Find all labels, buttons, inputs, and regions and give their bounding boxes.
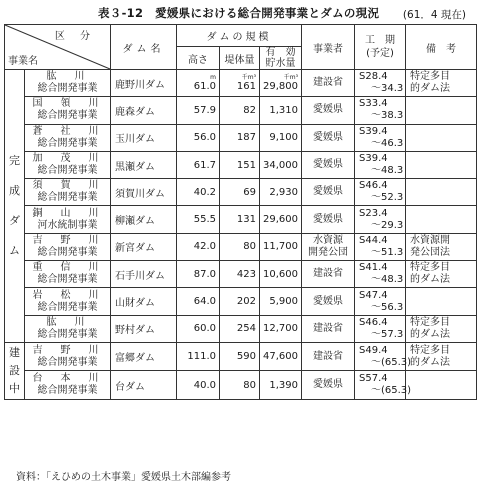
height-cell	[177, 97, 220, 124]
operator-value: 建設省	[313, 350, 343, 362]
project-type: 総合開発事業	[37, 356, 98, 368]
height-value: 64.0	[193, 296, 216, 308]
notes-line2: 的ダム法	[410, 328, 450, 340]
group-label-char: 完	[9, 153, 20, 167]
operator-value: 愛媛県	[313, 379, 343, 391]
project-name-cell	[25, 233, 111, 260]
notes-line2: 的ダム法	[410, 274, 450, 286]
volume-value: 131	[236, 214, 256, 226]
notes-cell	[406, 261, 477, 288]
table-body	[5, 70, 477, 400]
header-schedule	[355, 25, 406, 70]
storage-cell	[260, 288, 302, 315]
height-cell	[177, 315, 220, 342]
project-name-cell	[25, 206, 111, 233]
schedule-start: S39.4	[359, 153, 388, 165]
storage-cell	[260, 206, 302, 233]
operator-cell	[302, 342, 355, 371]
storage-cell	[260, 315, 302, 342]
table-row	[5, 342, 477, 371]
operator-value: 建設省	[313, 322, 343, 334]
schedule-end: ～29.3	[371, 219, 404, 231]
notes-line2: 的ダム法	[410, 83, 450, 95]
project-type: 総合開発事業	[37, 246, 98, 258]
dam-name-cell	[111, 124, 177, 151]
operator-cell	[302, 124, 355, 151]
volume-cell	[220, 288, 260, 315]
operator-value: 水資源 開発公団	[308, 234, 348, 258]
dam-name-cell	[111, 179, 177, 206]
storage-value: 10,600	[263, 268, 298, 280]
dam-name: 柳瀬ダム	[115, 216, 155, 228]
storage-cell	[260, 261, 302, 288]
volume-value: 202	[236, 296, 256, 308]
height-cell	[177, 233, 220, 260]
storage-value: 12,700	[263, 323, 298, 335]
volume-value: 80	[243, 241, 256, 253]
notes-cell	[406, 124, 477, 151]
header-schedule-line1: 工 期	[365, 35, 395, 46]
storage-cell	[260, 342, 302, 371]
schedule-cell	[355, 315, 406, 342]
operator-value: 愛媛県	[313, 159, 343, 171]
project-river: 岩 松 川	[32, 289, 103, 301]
volume-cell	[220, 342, 260, 371]
schedule-cell	[355, 261, 406, 288]
group-label-completed	[5, 70, 25, 343]
operator-cell	[302, 261, 355, 288]
table-row	[5, 288, 477, 315]
volume-value: 161	[236, 81, 256, 93]
notes-line2: 発公団法	[410, 246, 450, 258]
project-type: 総合開発事業	[37, 165, 98, 177]
header-notes: 備 考	[406, 25, 477, 70]
schedule-start: S28.4	[359, 71, 388, 83]
dam-name-cell	[111, 371, 177, 400]
project-river: 須 賀 川	[32, 180, 103, 192]
storage-cell	[260, 70, 302, 97]
volume-cell	[220, 261, 260, 288]
storage-cell	[260, 233, 302, 260]
operator-value: 愛媛県	[313, 295, 343, 307]
operator-cell	[302, 288, 355, 315]
volume-value: 187	[236, 132, 256, 144]
height-value: 87.0	[193, 268, 216, 280]
notes-cell	[406, 151, 477, 178]
title-row	[0, 5, 480, 21]
dam-name-cell	[111, 315, 177, 342]
storage-value: 29,800	[263, 81, 298, 93]
dam-name-cell	[111, 151, 177, 178]
operator-value: 愛媛県	[313, 213, 343, 225]
schedule-end: ～46.3	[371, 137, 404, 149]
height-value: 42.0	[193, 241, 216, 253]
project-river: 吉 野 川	[32, 344, 103, 356]
storage-value: 11,700	[263, 241, 298, 253]
schedule-start: S44.4	[359, 234, 388, 246]
schedule-start: S23.4	[359, 207, 388, 219]
schedule-end: ～51.3	[371, 246, 404, 258]
dam-name: 野村ダム	[115, 325, 155, 337]
operator-value: 建設省	[313, 268, 343, 280]
group-label-char: 中	[9, 381, 20, 395]
volume-cell	[220, 97, 260, 124]
table-row	[5, 124, 477, 151]
group-label-char: 成	[9, 183, 20, 197]
dam-name-cell	[111, 233, 177, 260]
storage-value: 1,310	[269, 104, 298, 116]
dam-name: 玉川ダム	[115, 134, 155, 146]
operator-value: 建設省	[313, 77, 343, 89]
schedule-end: ～(65.3)	[371, 356, 412, 368]
operator-cell	[302, 206, 355, 233]
header-project-name: 事業名	[8, 56, 38, 67]
volume-value: 80	[243, 379, 256, 391]
project-name-cell	[25, 179, 111, 206]
table-row	[5, 315, 477, 342]
project-name-cell	[25, 371, 111, 400]
dam-name-cell	[111, 70, 177, 97]
storage-cell	[260, 371, 302, 400]
schedule-end: ～57.3	[371, 328, 404, 340]
dam-name: 台ダム	[115, 381, 145, 393]
volume-value: 423	[236, 268, 256, 280]
dam-name: 山財ダム	[115, 298, 155, 310]
volume-cell	[220, 371, 260, 400]
schedule-cell	[355, 233, 406, 260]
table-row	[5, 97, 477, 124]
volume-cell	[220, 124, 260, 151]
volume-value: 82	[243, 104, 256, 116]
project-type: 河水統制事業	[37, 219, 98, 231]
dam-name: 鹿森ダム	[115, 106, 155, 118]
operator-value: 愛媛県	[313, 186, 343, 198]
dam-name-cell	[111, 342, 177, 371]
schedule-start: S39.4	[359, 125, 388, 137]
schedule-cell	[355, 206, 406, 233]
schedule-end: ～38.3	[371, 110, 404, 122]
project-river: 肱 川	[46, 316, 89, 328]
height-value: 57.9	[193, 104, 216, 116]
dam-name: 石手川ダム	[115, 270, 165, 282]
header-category: 区 分	[54, 31, 96, 42]
height-cell	[177, 124, 220, 151]
header-volume: 堤体量	[220, 47, 260, 70]
volume-cell	[220, 233, 260, 260]
operator-cell	[302, 151, 355, 178]
notes-line1: 水資源開	[410, 234, 450, 246]
storage-value: 34,000	[263, 159, 298, 171]
notes-cell	[406, 233, 477, 260]
operator-cell	[302, 233, 355, 260]
header-storage-line1: 有 効	[265, 47, 296, 58]
dam-name: 富郷ダム	[115, 353, 155, 365]
dam-name-cell	[111, 288, 177, 315]
project-name-cell	[25, 70, 111, 97]
storage-value: 5,900	[269, 296, 298, 308]
project-name-cell	[25, 124, 111, 151]
schedule-cell	[355, 179, 406, 206]
table-title: 表３-12 愛媛県における総合開発事業とダムの現況	[98, 6, 380, 20]
height-value: 40.0	[193, 379, 216, 391]
dam-name: 須賀川ダム	[115, 188, 165, 200]
volume-value: 69	[243, 186, 256, 198]
schedule-end: ～34.3	[371, 83, 404, 95]
notes-cell	[406, 342, 477, 371]
storage-value: 9,100	[269, 132, 298, 144]
schedule-end: ～56.3	[371, 301, 404, 313]
schedule-cell	[355, 371, 412, 400]
schedule-start: S41.4	[359, 262, 388, 274]
volume-cell	[220, 70, 260, 97]
table-row	[5, 179, 477, 206]
project-type: 総合開発事業	[37, 137, 98, 149]
storage-value: 2,930	[269, 186, 298, 198]
height-value: 56.0	[193, 132, 216, 144]
operator-cell	[302, 70, 355, 97]
storage-cell	[260, 179, 302, 206]
height-value: 61.0	[193, 81, 216, 93]
group-label-char: ダ	[9, 213, 20, 227]
height-value: 111.0	[187, 351, 216, 363]
storage-cell	[260, 124, 302, 151]
height-value: 60.0	[193, 323, 216, 335]
group-label-char: 建	[9, 345, 20, 359]
volume-value: 590	[236, 351, 256, 363]
notes-cell	[406, 70, 477, 97]
notes-cell	[406, 97, 477, 124]
project-name-cell	[25, 97, 111, 124]
height-cell	[177, 70, 220, 97]
notes-line2: 的ダム法	[410, 356, 450, 368]
operator-cell	[302, 179, 355, 206]
height-cell	[177, 288, 220, 315]
height-cell	[177, 342, 220, 371]
schedule-cell	[355, 151, 406, 178]
volume-value: 254	[236, 323, 256, 335]
dam-name: 黒瀬ダム	[115, 161, 155, 173]
header-storage-line2: 貯水量	[265, 58, 296, 69]
schedule-start: S57.4	[359, 373, 388, 385]
project-name-cell	[25, 288, 111, 315]
header-storage	[260, 47, 302, 70]
schedule-end: ～52.3	[371, 192, 404, 204]
height-cell	[177, 371, 220, 400]
schedule-end: ～48.3	[371, 165, 404, 177]
operator-value: 愛媛県	[313, 104, 343, 116]
project-type: 総合開発事業	[37, 301, 98, 313]
header-category-corner	[5, 25, 111, 70]
as-of-date: (61．4 現在)	[402, 9, 466, 21]
schedule-start: S46.4	[359, 180, 388, 192]
schedule-cell	[355, 97, 406, 124]
project-type: 総合開発事業	[37, 110, 98, 122]
height-cell	[177, 206, 220, 233]
group-label-char: 設	[9, 363, 20, 377]
header-dam-scale: ダムの規模	[177, 25, 302, 47]
table-row	[5, 233, 477, 260]
project-type: 総合開発事業	[37, 328, 98, 340]
source-note: 資料：「えひめの土木事業」愛媛県土木部編参考	[16, 472, 231, 483]
height-cell	[177, 261, 220, 288]
unit-height: m	[210, 74, 216, 82]
header-operator: 事業者	[302, 25, 355, 70]
schedule-cell	[355, 70, 406, 97]
notes-cell	[406, 206, 477, 233]
height-value: 55.5	[193, 214, 216, 226]
project-river: 台 本 川	[32, 373, 103, 385]
group-label-char: ム	[9, 243, 20, 257]
unit-volume: 千m³	[241, 74, 256, 82]
notes-cell	[406, 371, 477, 400]
table-row	[5, 70, 477, 97]
project-river: 蒼 社 川	[32, 125, 103, 137]
schedule-start: S49.4	[359, 344, 388, 356]
project-river: 銅 山 川	[32, 207, 103, 219]
operator-cell	[302, 371, 355, 400]
project-river: 国 領 川	[32, 98, 103, 110]
header-height: 高さ	[177, 47, 220, 70]
table-row	[5, 206, 477, 233]
table-row	[5, 151, 477, 178]
project-type: 総合開発事業	[37, 83, 98, 95]
project-type: 総合開発事業	[37, 385, 98, 397]
schedule-end: ～(65.3)	[371, 385, 412, 397]
table-row	[5, 261, 477, 288]
group-label-under-construction	[5, 342, 25, 399]
project-river: 重 信 川	[32, 262, 103, 274]
project-type: 総合開発事業	[37, 192, 98, 204]
dam-name-cell	[111, 261, 177, 288]
dam-name-cell	[111, 206, 177, 233]
operator-cell	[302, 97, 355, 124]
project-type: 総合開発事業	[37, 274, 98, 286]
project-name-cell	[25, 342, 111, 371]
notes-cell	[406, 179, 477, 206]
storage-cell	[260, 151, 302, 178]
dam-name: 新宮ダム	[115, 243, 155, 255]
dam-name-cell	[111, 97, 177, 124]
storage-value: 29,600	[263, 214, 298, 226]
schedule-start: S47.4	[359, 289, 388, 301]
volume-cell	[220, 206, 260, 233]
schedule-cell	[355, 342, 412, 371]
schedule-end: ～48.3	[371, 274, 404, 286]
notes-line1: 特定多目	[410, 71, 450, 83]
volume-cell	[220, 179, 260, 206]
project-name-cell	[25, 315, 111, 342]
operator-value: 愛媛県	[313, 131, 343, 143]
volume-value: 151	[236, 159, 256, 171]
height-value: 61.7	[193, 159, 216, 171]
project-river: 加 茂 川	[32, 153, 103, 165]
height-cell	[177, 179, 220, 206]
schedule-cell	[355, 288, 406, 315]
schedule-start: S33.4	[359, 98, 388, 110]
project-name-cell	[25, 151, 111, 178]
storage-cell	[260, 97, 302, 124]
header-schedule-line2: (予定)	[366, 48, 394, 59]
operator-cell	[302, 315, 355, 342]
notes-line1: 特定多目	[410, 262, 450, 274]
dam-table	[4, 24, 477, 400]
notes-line1: 特定多目	[410, 316, 450, 328]
notes-cell	[406, 315, 477, 342]
unit-storage: 千m³	[283, 74, 298, 82]
table-row	[5, 371, 477, 400]
storage-value: 47,600	[263, 351, 298, 363]
volume-cell	[220, 315, 260, 342]
height-cell	[177, 151, 220, 178]
project-river: 吉 野 川	[32, 234, 103, 246]
notes-cell	[406, 288, 477, 315]
height-value: 40.2	[193, 186, 216, 198]
project-river: 肱 川	[46, 71, 89, 83]
notes-line1: 特定多目	[410, 344, 450, 356]
schedule-cell	[355, 124, 406, 151]
schedule-start: S46.4	[359, 316, 388, 328]
storage-value: 1,390	[269, 379, 298, 391]
dam-name: 鹿野川ダム	[115, 79, 165, 91]
volume-cell	[220, 151, 260, 178]
header-dam-name: ダム名	[111, 25, 177, 70]
project-name-cell	[25, 261, 111, 288]
